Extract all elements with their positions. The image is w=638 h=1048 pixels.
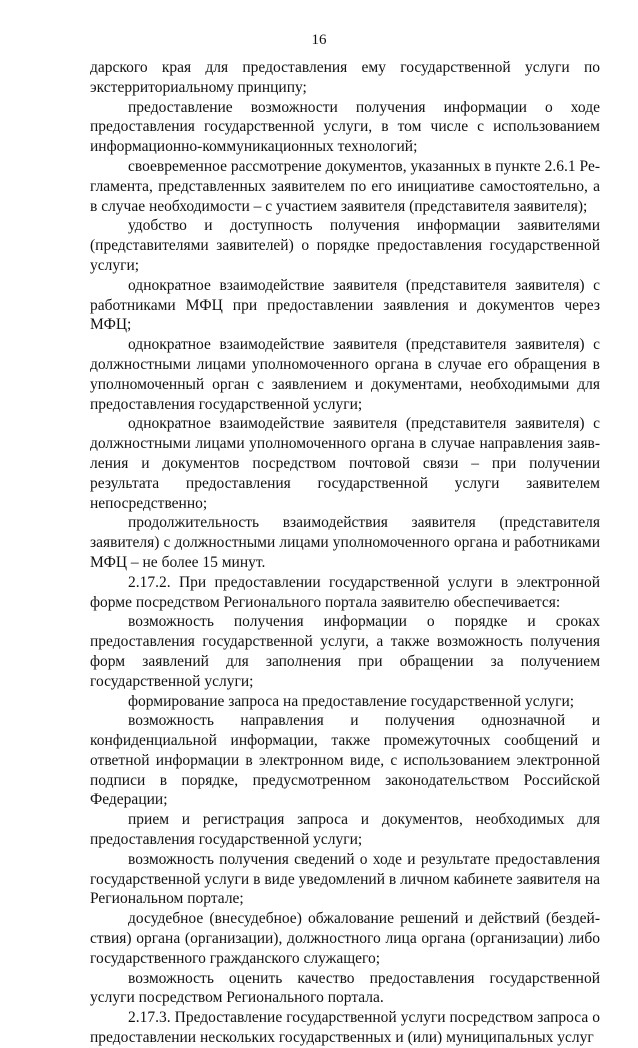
paragraph: возможность получения сведений о ходе и результате предоставления государственной услуги в виде уведомлений в личном кабинете заявителя на Региональном портале; — [90, 850, 600, 908]
paragraph: своевременное рассмотрение документов, указанных в пункте 2.6.1 Регламента, представленных заявителем по его инициативе самостоятельно, а в случае необходимости – с участием заявителя (представителя заявителя); — [90, 157, 600, 215]
page-number: 16 — [311, 32, 327, 48]
paragraph: возможность оценить качество предоставления государственной услуги посредством Регионального портала. — [90, 969, 600, 1007]
section-paragraph: 2.17.3. Предоставление государственной услуги посредством запроса о предоставлении нескольких государственных и (или) муниципальных услуг — [90, 1009, 600, 1047]
paragraph: продолжительность взаимодействия заявителя (представителя заявителя) с должностными лицами уполномоченного органа и работниками МФЦ – не более 15 минут. — [90, 514, 600, 571]
section-paragraph: 2.17.2. При предоставлении государственной услуги в электронной форме посредством Регионального портала заявителю обеспечивается: — [90, 573, 600, 611]
paragraph: возможность получения информации о порядке и сроках предоставления государственной услуги, а также возможность получения форм заявлений для заполнения при обращении за получением государственной услуги; — [90, 613, 600, 690]
paragraph: однократное взаимодействие заявителя (представителя заявителя) с работниками МФЦ при предоставлении заявления и документов через МФЦ; — [90, 276, 600, 334]
paragraph: однократное взаимодействие заявителя (представителя заявителя) с должностными лицами уполномоченного органа в случае направления заявления и документов посредством почтовой связи – при получении результата предоставления государственной услуги заявителем непосредственно; — [90, 415, 600, 512]
paragraph: предоставление возможности получения информации о ходе предоставления государственной услуги, в том числе с использованием информационно-коммуникационных технологий; — [90, 98, 600, 156]
document-body — [90, 58, 600, 1048]
paragraph: досудебное (внесудебное) обжалование решений и действий (бездействия) органа (организации), должностного лица органа (организации) либо государственного гражданского служащего; — [90, 910, 600, 967]
paragraph: возможность направления и получения однозначной и конфиденциальной информации, также промежуточных сообщений и ответной информации в электронном виде, с использованием электронной подписи в порядке, предусмотренном законодательством Российской Федерации; — [90, 712, 600, 809]
paragraph: прием и регистрация запроса и документов, необходимых для предоставления государственной услуги; — [90, 811, 600, 849]
paragraph: формирование запроса на предоставление государственной услуги; — [128, 692, 575, 710]
paragraph: удобство и доступность получения информации заявителями (представителями заявителей) о порядке предоставления государственной услуги; — [90, 217, 600, 274]
paragraph: дарского края для предоставления ему государственной услуги по экстерриториальному принципу; — [90, 59, 600, 96]
paragraph: однократное взаимодействие заявителя (представителя заявителя) с должностными лицами уполномоченного органа в случае его обращения в уполномоченный орган с заявлением и документами, необходимыми для предоставления государственной услуги; — [90, 336, 600, 413]
